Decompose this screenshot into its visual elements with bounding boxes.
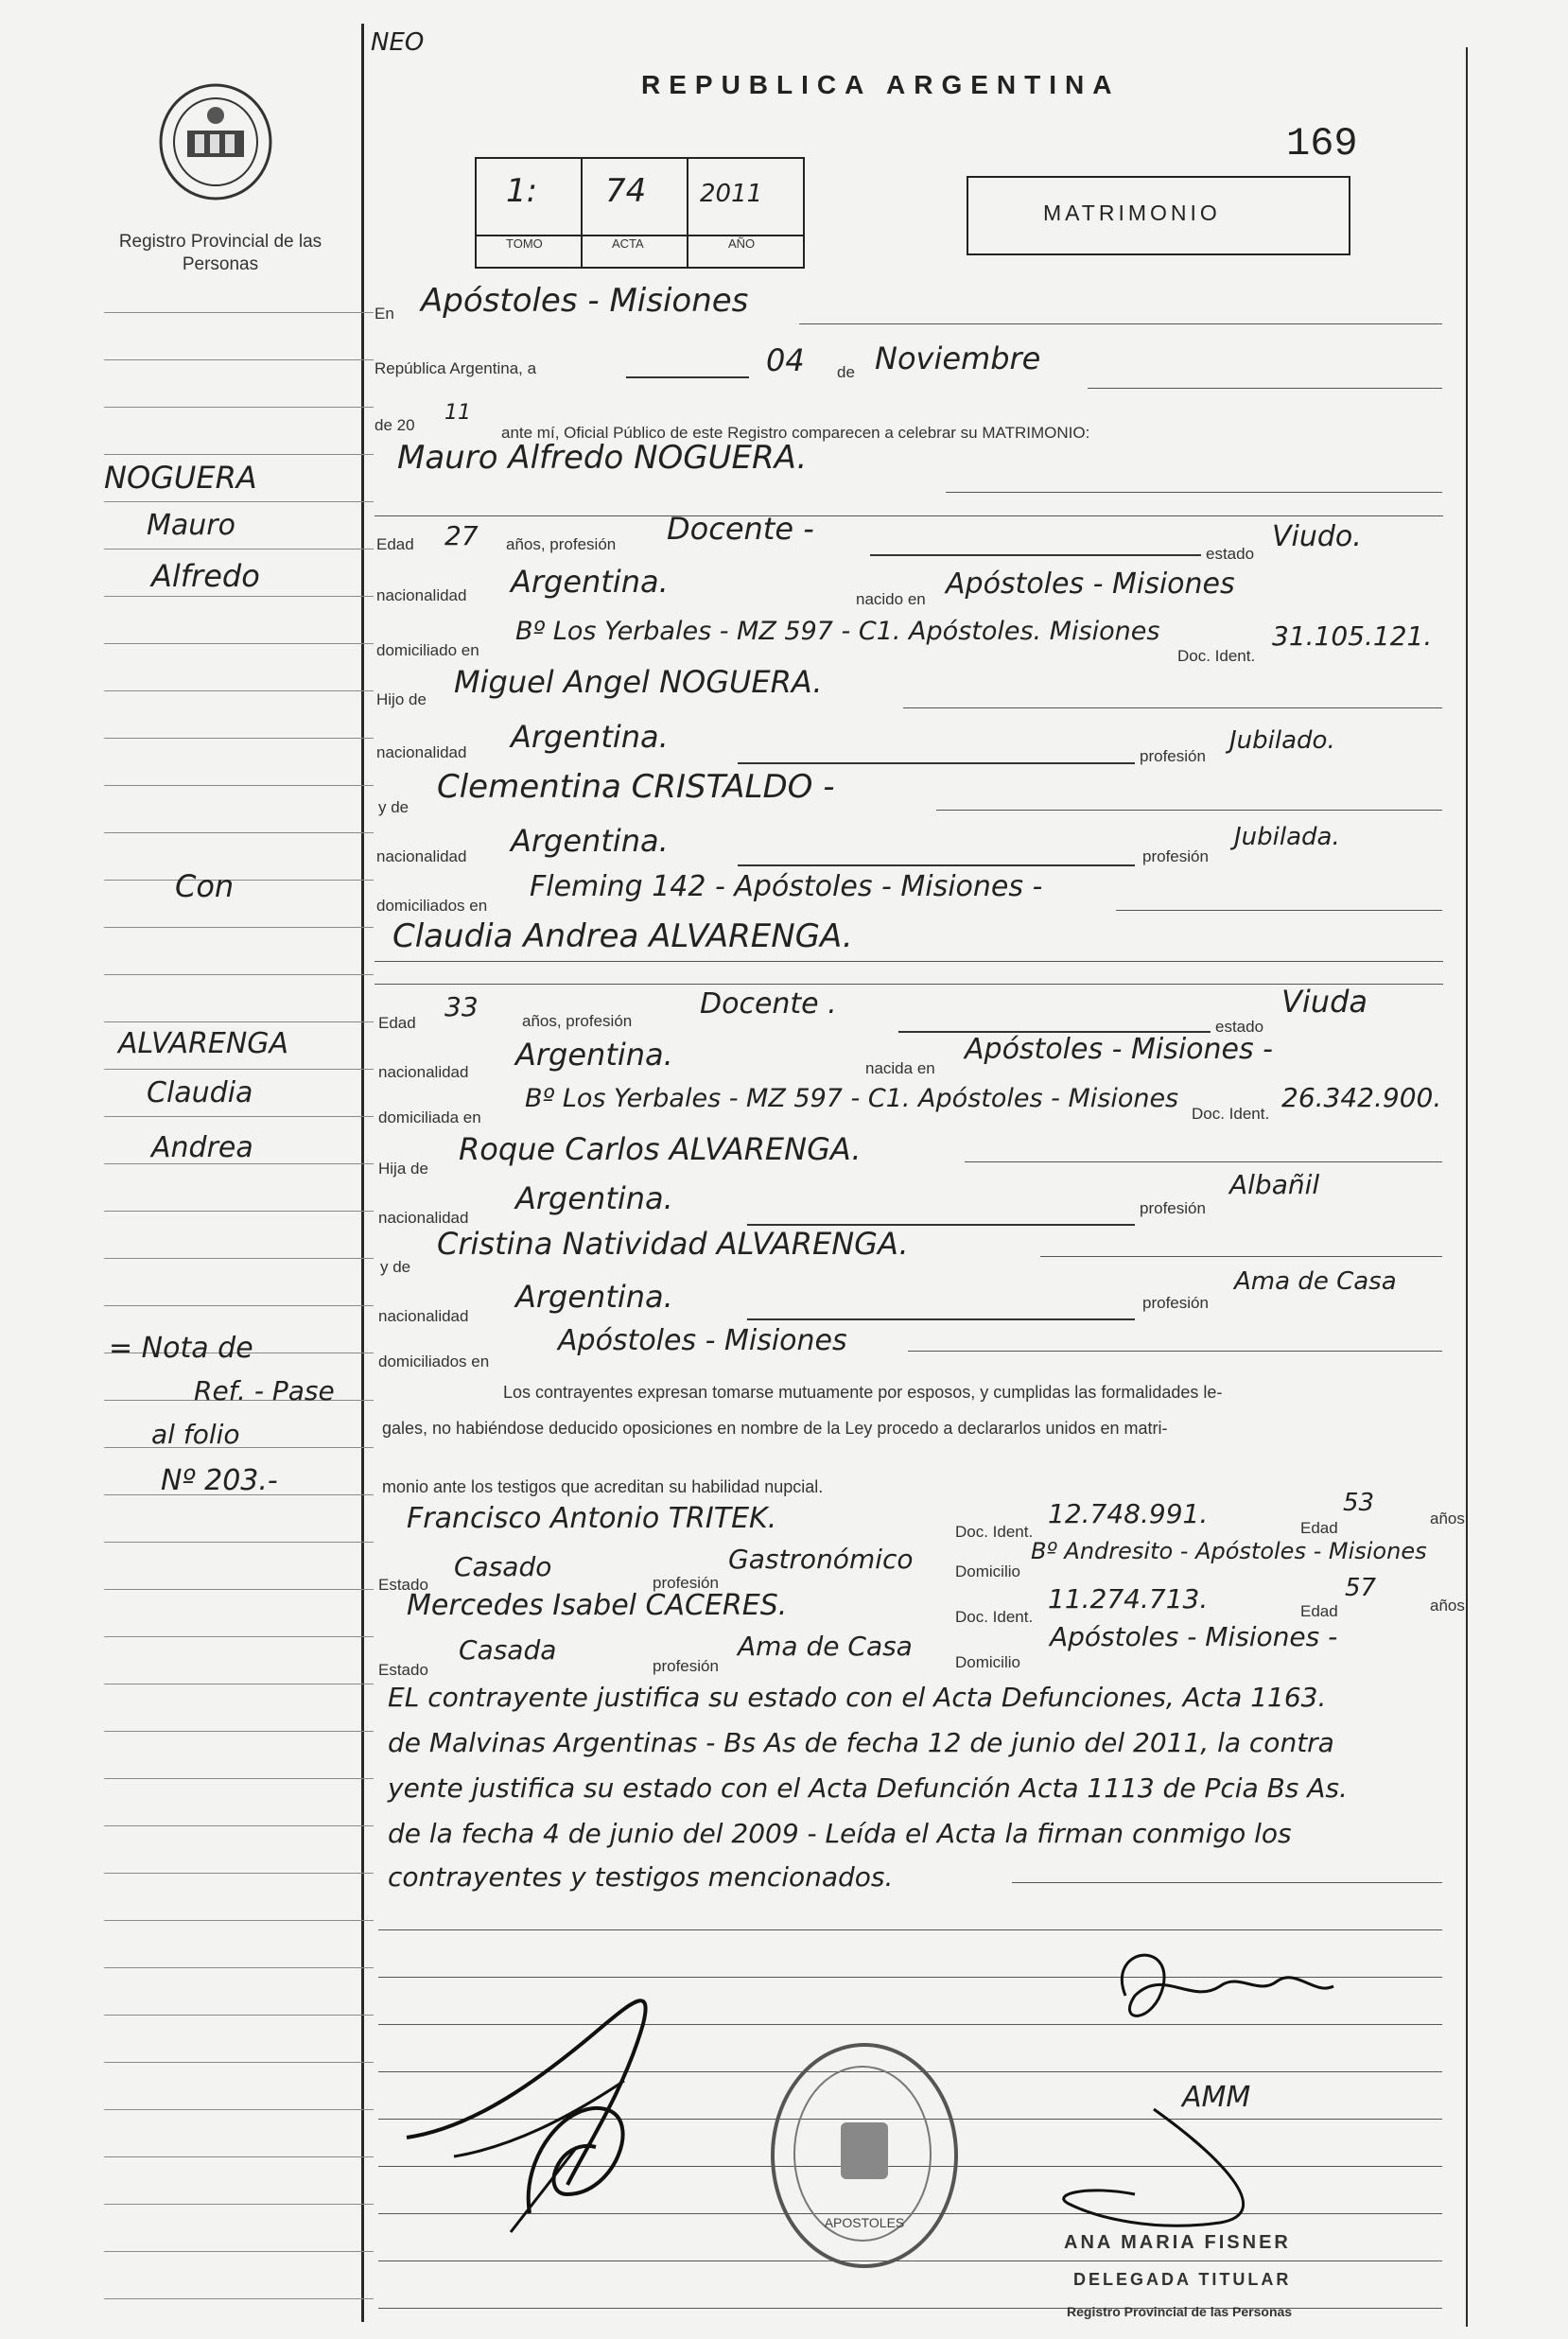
right-border — [1466, 47, 1468, 2327]
groom-anios-prof-label: años, profesión — [506, 535, 617, 553]
witness2-domicilio-label: Domicilio — [955, 1653, 1020, 1671]
groom-hijo-label: Hijo de — [376, 690, 427, 708]
official-office: Registro Provincial de las Personas — [1067, 2304, 1293, 2319]
groom-full-name: Mauro Alfredo NOGUERA. — [397, 439, 808, 477]
margin-note-3: al folio — [151, 1419, 240, 1450]
rule — [936, 810, 1442, 811]
groom-age: 27 — [444, 520, 479, 551]
bride-domicilio-label: domiciliada en — [378, 1108, 481, 1126]
ruled-line — [104, 1116, 374, 1117]
groom-address: Bº Los Yerbales - MZ 597 - C1. Apóstoles. Misiones — [515, 617, 1160, 646]
rule — [375, 961, 1443, 962]
rule — [626, 376, 749, 378]
bride-estado: Viuda — [1281, 984, 1368, 1020]
margin-divider — [361, 24, 364, 2322]
witness1-estado: Casado — [454, 1551, 552, 1582]
groom-nacionalidad-label: nacionalidad — [376, 586, 467, 604]
ruled-line — [104, 1258, 374, 1259]
groom-parents-address: Fleming 142 - Apóstoles - Misiones - — [530, 870, 1043, 903]
bride-full-name: Claudia Andrea ALVARENGA. — [392, 917, 853, 955]
bride-nacionalidad-label: nacionalidad — [378, 1063, 469, 1081]
ruled-line — [104, 2109, 374, 2110]
ruled-line — [104, 359, 374, 360]
rule — [870, 554, 1201, 556]
year-suffix: 11 — [444, 401, 471, 425]
margin-note-2: Ref. - Pase — [194, 1375, 335, 1406]
ruled-line — [104, 974, 374, 975]
groom-yde-label: y de — [378, 798, 409, 816]
witness2-prof-label: profesión — [653, 1657, 719, 1675]
republica-label: República Argentina, a — [375, 359, 537, 377]
groom-estado-label: estado — [1206, 545, 1255, 563]
groom-domicilio-label: domiciliado en — [376, 641, 479, 659]
ruled-line — [104, 1920, 374, 1921]
witness2-estado-label: Estado — [378, 1661, 428, 1679]
margin-groom-surname: NOGUERA — [104, 460, 257, 496]
witness1-estado-label: Estado — [378, 1576, 428, 1594]
declaration-line-3: monio ante los testigos que acreditan su habilidad nupcial. — [382, 1477, 824, 1496]
ruled-line — [104, 690, 374, 691]
groom-father-nat-label: nacionalidad — [376, 743, 467, 761]
margin-bride-name2: Andrea — [151, 1131, 253, 1164]
witness1-profession: Gastronómico — [728, 1544, 914, 1575]
witness2-doc-label: Doc. Ident. — [955, 1608, 1034, 1626]
groom-nacido-label: nacido en — [856, 590, 926, 608]
declaration-line-1: Los contrayentes expresan tomarse mutuamente por esposos, y cumplidas las formalidades le- — [503, 1383, 1223, 1402]
witness2-age: 57 — [1345, 1574, 1377, 1602]
witness1-address: Bº Andresito - Apóstoles - Misiones — [1031, 1538, 1427, 1564]
groom-profession: Docente - — [667, 511, 814, 547]
bride-address: Bº Los Yerbales - MZ 597 - C1. Apóstoles - Misiones — [525, 1084, 1179, 1113]
place: Apóstoles - Misiones — [421, 282, 749, 320]
ruled-line — [104, 1589, 374, 1590]
ruled-line — [104, 407, 374, 408]
ruled-line — [104, 1967, 374, 1968]
groom-edad-label: Edad — [376, 535, 414, 553]
bride-mother-profession: Ama de Casa — [1234, 1267, 1397, 1296]
rule — [799, 323, 1442, 324]
ruled-line — [104, 2298, 374, 2299]
groom-birthplace: Apóstoles - Misiones — [946, 567, 1235, 601]
anio-label: AÑO — [728, 236, 756, 251]
witness-signature — [1097, 1929, 1343, 2043]
groom-father: Miguel Angel NOGUERA. — [454, 664, 823, 700]
rule — [1012, 1882, 1442, 1883]
margin-note-4: Nº 203.- — [161, 1464, 278, 1497]
declaration-line-2: gales, no habiéndose deducido oposiciones en nombre de la Ley procedo a declararlos unidos en matri- — [382, 1419, 1168, 1438]
note-line-3: yente justifica su estado con el Acta Defunción Acta 1113 de Pcia Bs As. — [388, 1772, 1348, 1804]
witness1-doc: 12.748.991. — [1048, 1498, 1209, 1529]
margin-groom-name1: Mauro — [147, 509, 235, 542]
groom-mother: Clementina CRISTALDO - — [437, 768, 835, 806]
bride-doc-label: Doc. Ident. — [1192, 1105, 1270, 1123]
witness1-doc-label: Doc. Ident. — [955, 1523, 1034, 1541]
en-label: En — [375, 305, 394, 323]
year-prefix: de 20 — [375, 416, 415, 434]
official-round-seal — [771, 2043, 958, 2268]
ruled-line — [104, 927, 374, 928]
witness1-domicilio-label: Domicilio — [955, 1562, 1020, 1580]
ruled-line — [104, 501, 374, 502]
groom-father-profession: Jubilado. — [1229, 726, 1335, 755]
bride-estado-label: estado — [1215, 1018, 1264, 1036]
acta-value: 74 — [605, 172, 647, 210]
bride-edad-label: Edad — [378, 1014, 416, 1032]
groom-father-prof-label: profesión — [1140, 747, 1206, 765]
ruled-line — [104, 596, 374, 597]
bride-mother-nationality: Argentina. — [515, 1279, 673, 1315]
ruled-line — [104, 643, 374, 644]
ruled-line — [104, 1211, 374, 1212]
ruled-line — [104, 2062, 374, 2063]
note-line-2: de Malvinas Argentinas - Bs As de fecha 12 de junio del 2011, la contra — [388, 1727, 1334, 1758]
groom-mother-nat-label: nacionalidad — [376, 847, 467, 865]
corner-note: NEO — [371, 28, 425, 57]
ruled-line — [104, 1305, 374, 1306]
ruled-line — [104, 832, 374, 833]
bride-father-prof-label: profesión — [1140, 1199, 1206, 1217]
official-initials: AMM — [1182, 2081, 1251, 2114]
country-title: REPUBLICA ARGENTINA — [641, 70, 1121, 99]
day: 04 — [766, 342, 805, 378]
ruled-line — [104, 454, 374, 455]
bride-yde-label: y de — [380, 1258, 411, 1276]
seal-text: APOSTOLES — [824, 2215, 905, 2230]
note-line-5: contrayentes y testigos mencionados. — [388, 1861, 894, 1893]
bride-nationality: Argentina. — [515, 1037, 673, 1073]
ruled-line — [104, 1542, 374, 1543]
bride-mother-nat-label: nacionalidad — [378, 1307, 469, 1325]
bride-doc: 26.342.900. — [1281, 1082, 1442, 1113]
act-type: MATRIMONIO — [1043, 201, 1221, 225]
ruled-line — [104, 738, 374, 739]
ruled-line — [104, 2251, 374, 2252]
bride-profession: Docente . — [700, 987, 837, 1021]
tomo-value: 1: — [506, 172, 538, 210]
groom-mother-prof-label: profesión — [1142, 847, 1209, 865]
bride-father: Roque Carlos ALVARENGA. — [459, 1131, 862, 1167]
bride-mother-prof-label: profesión — [1142, 1294, 1209, 1312]
bride-age: 33 — [444, 991, 479, 1022]
witness2-estado: Casada — [459, 1634, 557, 1666]
margin-note-1: = Nota de — [109, 1332, 253, 1365]
bride-father-profession: Albañil — [1229, 1169, 1320, 1200]
month: Noviembre — [875, 340, 1041, 376]
rule — [908, 1351, 1442, 1352]
rule — [747, 1318, 1135, 1320]
witness2-profession: Ama de Casa — [738, 1631, 913, 1662]
groom-doc: 31.105.121. — [1272, 620, 1433, 652]
bride-hija-label: Hija de — [378, 1160, 428, 1178]
ruled-line — [104, 2204, 374, 2205]
ruled-line — [104, 1825, 374, 1826]
note-line-1: EL contrayente justifica su estado con el Acta Defunciones, Acta 1163. — [388, 1682, 1327, 1713]
de-label: de — [837, 363, 855, 381]
groom-doc-label: Doc. Ident. — [1177, 647, 1256, 665]
ruled-line — [104, 1873, 374, 1874]
rule — [738, 864, 1135, 866]
ruled-line — [104, 1636, 374, 1637]
bride-birthplace: Apóstoles - Misiones - — [965, 1033, 1273, 1066]
ruled-line — [104, 880, 374, 881]
tomo-label: TOMO — [506, 236, 543, 251]
ruled-line — [104, 1021, 374, 1022]
margin-con: Con — [175, 868, 235, 904]
witness1-edad-label: Edad — [1300, 1519, 1338, 1537]
groom-estado: Viudo. — [1272, 520, 1362, 553]
bride-parents-address: Apóstoles - Misiones — [558, 1324, 847, 1357]
bride-father-nationality: Argentina. — [515, 1180, 673, 1216]
witness1-prof-label: profesión — [653, 1574, 719, 1592]
witness2-name: Mercedes Isabel CACERES. — [407, 1589, 788, 1622]
official-name: ANA MARIA FISNER — [1064, 2232, 1291, 2253]
registry-seal-logo — [149, 76, 282, 208]
ruled-line — [104, 2015, 374, 2016]
ruled-line — [378, 2260, 1442, 2261]
registry-name: Registro Provincial de las Personas — [118, 232, 322, 274]
ruled-line — [104, 2156, 374, 2157]
rule — [738, 762, 1135, 764]
note-line-4: de la fecha 4 de junio del 2009 - Leída el Acta la firman conmigo los — [388, 1818, 1292, 1849]
margin-bride-name1: Claudia — [147, 1076, 253, 1109]
rule — [1040, 1256, 1442, 1257]
groom-mother-nationality: Argentina. — [511, 823, 669, 859]
bride-parents-dom-label: domiciliados en — [378, 1353, 490, 1370]
anio-value: 2011 — [700, 180, 763, 208]
official-signature — [1031, 2100, 1305, 2242]
ruled-line — [104, 549, 374, 550]
margin-groom-name2: Alfredo — [151, 558, 260, 594]
rule — [375, 515, 1443, 516]
ruled-line — [104, 785, 374, 786]
ruled-line — [104, 1731, 374, 1732]
bride-mother: Cristina Natividad ALVARENGA. — [437, 1226, 909, 1262]
bride-father-nat-label: nacionalidad — [378, 1209, 469, 1227]
acta-label: ACTA — [612, 236, 644, 251]
witness2-edad-label: Edad — [1300, 1602, 1338, 1620]
witness1-anios-label: años — [1430, 1510, 1465, 1527]
rule — [946, 492, 1442, 493]
folio-number: 169 — [1286, 121, 1358, 166]
witness2-doc: 11.274.713. — [1048, 1583, 1209, 1615]
groom-nationality: Argentina. — [511, 564, 669, 600]
ante-text: ante mí, Oficial Público de este Registro comparecen a celebrar su MATRIMONIO: — [501, 424, 1090, 442]
groom-parents-dom-label: domiciliados en — [376, 897, 488, 915]
witness2-address: Apóstoles - Misiones - — [1050, 1621, 1338, 1652]
groom-father-nationality: Argentina. — [511, 719, 669, 755]
rule — [903, 707, 1442, 708]
groom-mother-profession: Jubilada. — [1234, 823, 1340, 851]
ruled-line — [104, 312, 374, 313]
bride-anios-prof-label: años, profesión — [522, 1012, 633, 1030]
witness1-name: Francisco Antonio TRITEK. — [407, 1502, 777, 1535]
rule — [1116, 910, 1442, 911]
witness2-anios-label: años — [1430, 1597, 1465, 1615]
official-role: DELEGADA TITULAR — [1073, 2270, 1292, 2289]
witness1-age: 53 — [1343, 1489, 1375, 1517]
bride-nacida-label: nacida en — [865, 1059, 935, 1077]
bride-signature — [492, 2052, 662, 2242]
ruled-line — [104, 1069, 374, 1070]
rule — [965, 1161, 1442, 1162]
ruled-line — [104, 1778, 374, 1779]
margin-bride-surname: ALVARENGA — [118, 1027, 289, 1060]
rule — [1088, 388, 1442, 389]
